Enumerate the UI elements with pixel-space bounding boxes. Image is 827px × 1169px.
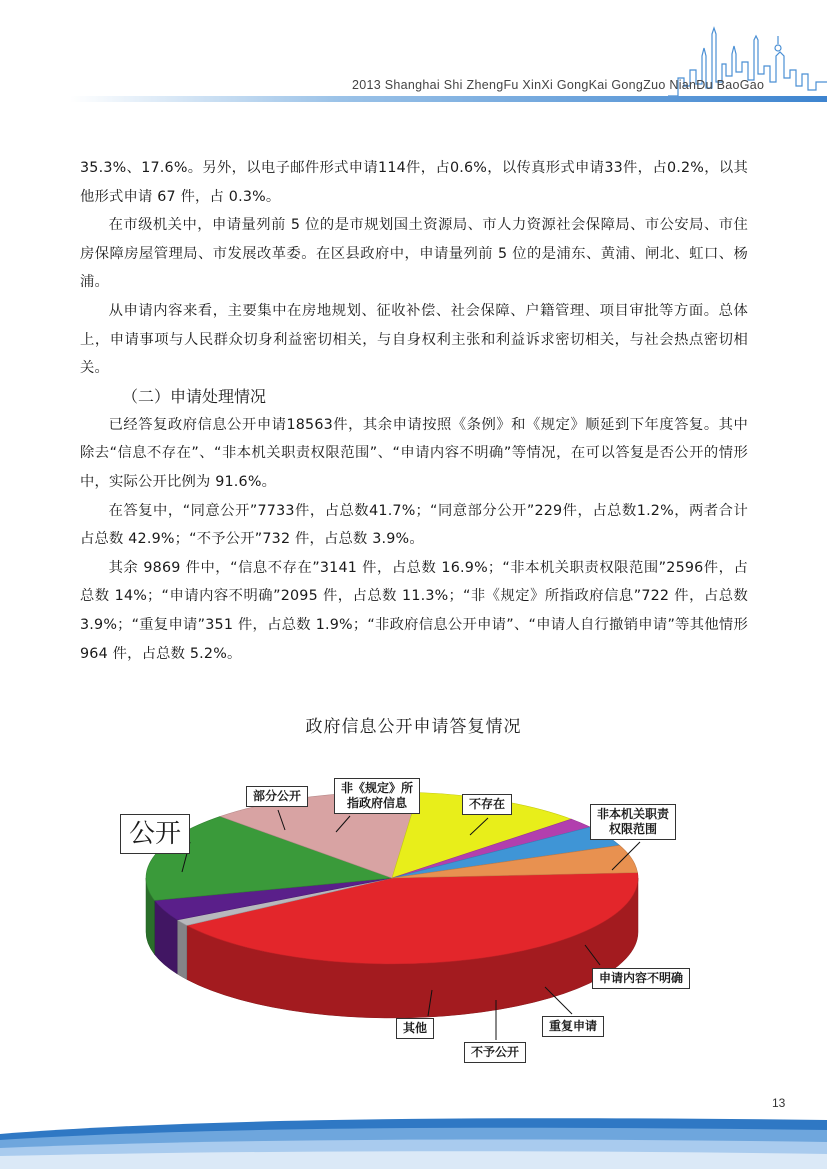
footer-wave [0, 1100, 827, 1169]
label-not-scope-line2: 权限范围 [609, 822, 658, 836]
paragraph: 在市级机关中，申请量列前 5 位的是市规划国土资源局、市人力资源社会保障局、市公安局、市住房保障房屋管理局、市发展改革委。在区县政府中，申请量列前 5 位的是浦东、黄浦、闸北、虹口、杨浦。 [80, 217, 748, 291]
paragraph: 其余 9869 件中，“信息不存在”3141 件，占总数 16.9%；“非本机关职责权限范围”2596件，占总数 14%；“申请内容不明确”2095 件，占总数 11.3%；“非《规定》所指政府信息”722 件，占总数 3.9%；“重复申请”351 件，占总数 1.9%；“非政府信息公开申请”、“申请人自行撤销申请”等其他情形 964 件，占总数 5.2%。 [80, 559, 748, 662]
header-title: 2013 Shanghai Shi ZhengFu XinXi GongKai GongZuo NianDu BaoGao [352, 78, 765, 92]
label-open: 公开 [120, 814, 190, 854]
label-other: 其他 [396, 1018, 434, 1039]
label-not-exist: 不存在 [462, 794, 512, 815]
pie-slice-side [177, 920, 187, 980]
body-text [80, 154, 748, 668]
paragraph: 35.3%、17.6%。另外，以电子邮件形式申请114件，占0.6%，以传真形式申请33件，占0.2%，以其他形式申请 67 件，占 0.3%。 [80, 160, 748, 205]
label-partial: 部分公开 [246, 786, 308, 807]
label-repeat: 重复申请 [542, 1016, 604, 1037]
section-heading: （二）申请处理情况 [122, 386, 267, 406]
header-rule [70, 96, 827, 102]
paragraph: 已经答复政府信息公开申请18563件，其余申请按照《条例》和《规定》顺延到下年度答复。其中除去“信息不存在”、“非本机关职责权限范围”、“申请内容不明确”等情况，在可以答复是否公开的情形中，实际公开比例为 91.6%。 [80, 416, 748, 490]
pie-chart [0, 740, 827, 1080]
label-not-rule-line1: 非《规定》所 [341, 781, 414, 795]
label-not-scope-line1: 非本机关职责 [597, 807, 670, 821]
page-number: 13 [772, 1096, 786, 1110]
label-unclear: 申请内容不明确 [592, 968, 690, 989]
paragraph: 在答复中，“同意公开”7733件，占总数41.7%；“同意部分公开”229件，占总数1.2%，两者合计占总数 42.9%；“不予公开”732 件，占总数 3.9%。 [80, 502, 748, 548]
page-header [0, 0, 827, 110]
label-not-rule-line2: 指政府信息 [347, 796, 408, 810]
label-refuse: 不予公开 [464, 1042, 526, 1063]
label-not-rule [334, 778, 420, 814]
label-not-scope [590, 804, 676, 840]
paragraph: 从申请内容来看，主要集中在房地规划、征收补偿、社会保障、户籍管理、项目审批等方面。总体上，申请事项与人民群众切身利益密切相关，与自身权利主张和利益诉求密切相关，与社会热点密切相关。 [80, 302, 748, 377]
chart-title: 政府信息公开申请答复情况 [305, 717, 522, 737]
